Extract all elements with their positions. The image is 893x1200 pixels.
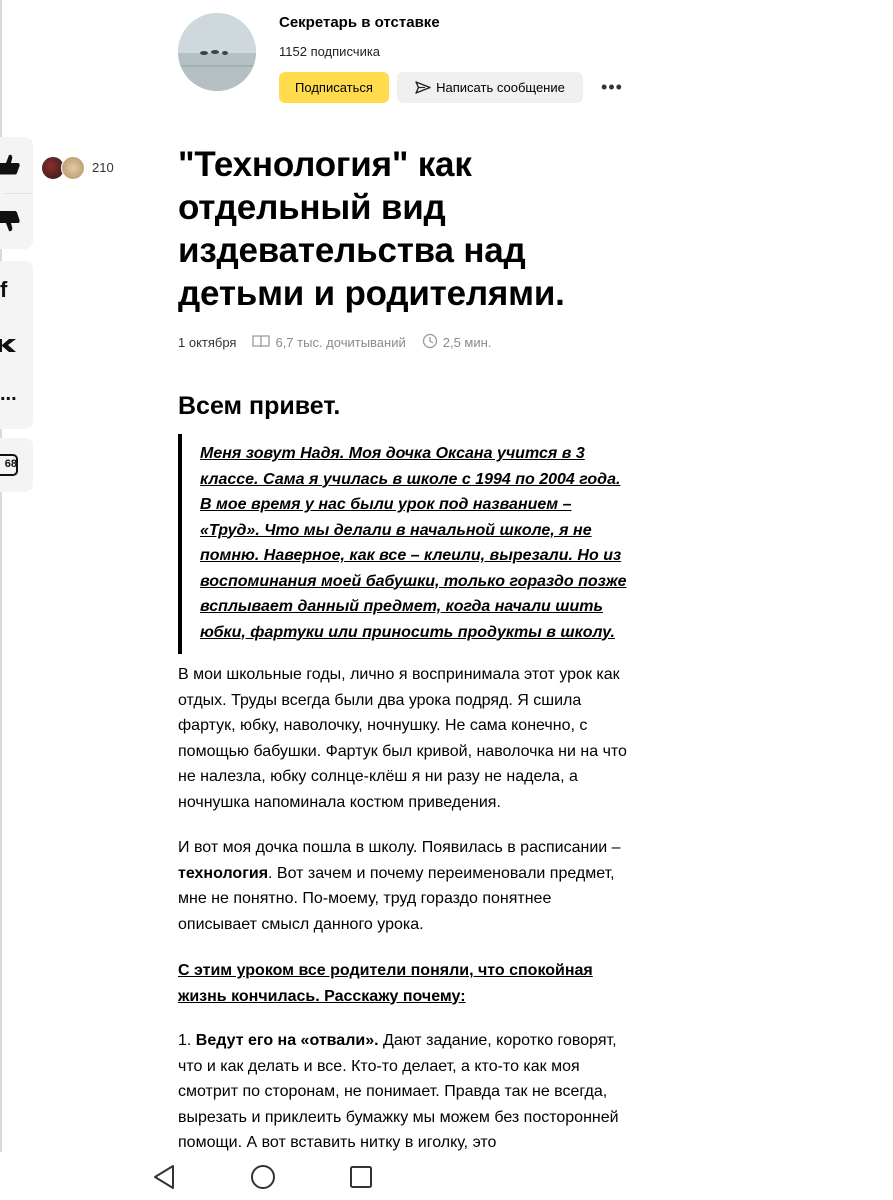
channel-avatar[interactable] <box>178 13 256 91</box>
list-item-title: Ведут его на «отвали». <box>195 1032 379 1049</box>
thumbs-up-icon[interactable] <box>0 153 20 181</box>
send-icon <box>415 81 431 94</box>
vote-divider <box>4 193 33 194</box>
blockquote <box>178 434 630 654</box>
comments-panel[interactable] <box>0 438 33 492</box>
emphasized-paragraph: С этим уроком все родители поняли, что спокойная жизнь кончилась. Расскажу почему: <box>178 962 593 1005</box>
recent-square-icon[interactable] <box>346 1162 376 1192</box>
comments-count: 68 <box>4 458 17 470</box>
vk-icon[interactable] <box>0 333 20 359</box>
avatar-image <box>178 13 256 91</box>
paragraph-text: И вот моя дочка пошла в школу. Появилась в расписании – <box>178 839 621 856</box>
article-meta <box>178 333 491 352</box>
clock-icon <box>422 333 438 352</box>
publish-date: 1 октября <box>178 335 237 350</box>
liker-avatar <box>61 156 85 180</box>
read-time: 2,5 мин. <box>442 335 492 350</box>
home-circle-icon[interactable] <box>248 1162 278 1192</box>
facebook-icon[interactable]: f <box>0 277 8 302</box>
list-number: 1. <box>178 1032 196 1049</box>
liker-avatars[interactable] <box>41 156 89 180</box>
bold-term: технология <box>178 864 269 882</box>
system-nav-bar <box>0 1152 893 1200</box>
more-icon[interactable]: ... <box>0 383 17 405</box>
more-options-button[interactable]: ••• <box>596 76 628 98</box>
list-item <box>178 1028 633 1156</box>
quote-text: Меня зовут Надя. Моя дочка Оксана учится в 3 классе. Сама я училась в школе с 1994 по 2004 года. В мое время у нас были урок под названием – «Труд». Что мы делали в начальной школе, я не помню. Наверное, как все – клеили, вырезали. Но из воспоминания моей бабушки, только гораздо позже всплывает данный предмет, когда начали шить юбки, фартуки или приносить продукты в школу. <box>200 445 627 641</box>
write-message-button[interactable] <box>397 72 583 103</box>
paragraph: В мои школьные годы, лично я воспринимала этот урок как отдых. Труды всегда были два урока подряд. Я сшила фартук, юбку, наволочку, ночнушку. Не сама конечно, с помощью бабушки. Фартук был кривой, наволочка ни на что не налезла, юбку солнце-клёш я ни разу не надела, а ночнушка напоминала костюм приведения. <box>178 666 627 811</box>
like-count: 210 <box>92 160 114 175</box>
write-message-label: Написать сообщение <box>436 80 565 95</box>
section-heading: Всем привет. <box>178 392 341 420</box>
book-icon <box>252 334 270 351</box>
vote-panel <box>0 137 33 249</box>
reads-count: 6,7 тыс. дочитываний <box>275 335 406 350</box>
paragraph <box>178 835 633 937</box>
subscriber-count: 1152 подписчика <box>279 44 381 59</box>
back-triangle-icon[interactable] <box>150 1162 180 1192</box>
article-title: "Технология" как отдельный вид издевательства над детьми и родителями. <box>178 145 565 313</box>
channel-name[interactable]: Секретарь в отставке <box>279 14 440 31</box>
paragraph-text: . Вот зачем и почему переименовали предмет, мне не понятно. По-моему, труд гораздо понятнее описывает смысл данного урока. <box>178 864 615 933</box>
share-panel <box>0 261 33 429</box>
subscribe-button[interactable]: Подписаться <box>279 72 389 103</box>
list-item-text: Дают задание, коротко говорят, что и как делать и все. Кто-то делает, а кто-то как моя смотрит по сторонам, не понимает. Правда так не всегда, вырезать и приклеить бумажку мы можем без посторонней помощи. А вот вставить нитку в иголку, это <box>178 1032 619 1151</box>
thumbs-down-icon[interactable] <box>0 209 20 239</box>
